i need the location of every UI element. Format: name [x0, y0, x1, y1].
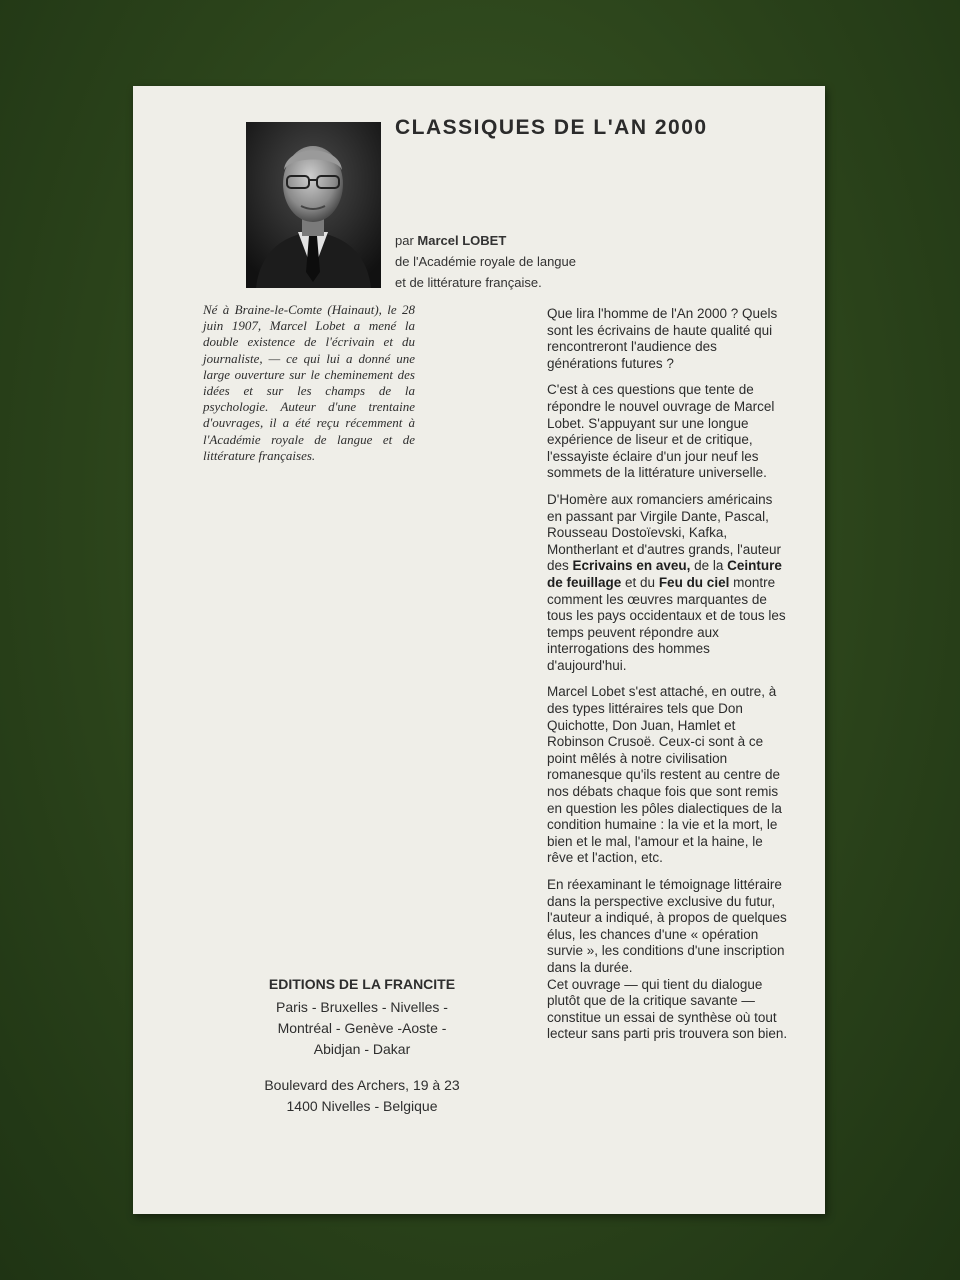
blurb-p3-text-d: et du [621, 574, 659, 590]
book-blurb [547, 306, 789, 1053]
publisher-address-line-2: 1400 Nivelles - Belgique [286, 1098, 438, 1114]
blurb-paragraph-1: Que lira l'homme de l'An 2000 ? Quels sont les écrivains de haute qualité qui rencontreront l'audience des générations futures ? [547, 306, 778, 371]
byline-prefix: par [395, 233, 418, 248]
author-byline [395, 230, 576, 293]
blurb-paragraph-5: En réexaminant le témoignage littéraire dans la perspective exclusive du futur, l'auteur a indiqué, à propos de quelques élus, les chances d'une « opération survie », les conditions d'une inscription dans la durée. [547, 877, 787, 975]
publisher-cities-line-1: Paris - Bruxelles - Nivelles - [276, 999, 448, 1015]
blurb-p3-text-e: montre comment les œuvres marquantes de tous les pays occidentaux et de tous les temps peuvent répondre aux interrogations des hommes d'aujourd'hui. [547, 574, 786, 673]
author-affiliation-line-2: et de littérature française. [395, 275, 542, 290]
blurb-title-ecrivains-en-aveu: Ecrivains en aveu, [572, 558, 691, 574]
publisher-address-line-1: Boulevard des Archers, 19 à 23 [264, 1077, 460, 1093]
blurb-title-feu-du-ciel: Feu du ciel [658, 574, 730, 590]
blurb-paragraph-4: Marcel Lobet s'est attaché, en outre, à des types littéraires tels que Don Quichotte, Don Juan, Hamlet et Robinson Crusoë. Ceux-ci sont à ce point mêlés à notre civilisation romanesque qu'ils restent au centre de nos débats chaque fois que sont remis en question les pôles dialectiques de la condition humaine : la vie et la mort, le bien et le mal, l'amour et la haine, le rêve et l'action, etc. [547, 684, 782, 866]
biography-text: Né à Braine-le-Comte (Hainaut), le 28 juin 1907, Marcel Lobet a mené la double existence de l'écrivain et du journaliste, — ce qui lui a donné une large ouverture sur le cheminement des idées et sur les champs de la psychologie. Auteur d'une trentaine d'ouvrages, il a été reçu récemment à l'Académie royale de langue et de littérature françaises. [203, 302, 415, 463]
author-affiliation-line-1: de l'Académie royale de langue [395, 254, 576, 269]
author-biography [203, 302, 415, 464]
blurb-paragraph-6: Cet ouvrage — qui tient du dialogue plutôt que de la critique savante — constitue un essai de synthèse où tout lecteur sans parti pris trouvera son bien. [547, 976, 788, 1042]
author-portrait-photo [246, 122, 381, 288]
book-title: CLASSIQUES DE L'AN 2000 [395, 116, 708, 139]
publisher-cities-line-2: Montréal - Genève -Aoste - [277, 1020, 447, 1036]
blurb-title-ceinture-de-feuillage: Ceinture de feuillage [547, 558, 782, 590]
author-name: Marcel LOBET [417, 233, 507, 248]
publisher-block [233, 974, 491, 1117]
publisher-cities-line-3: Abidjan - Dakar [313, 1041, 411, 1057]
blurb-p3-text-c: de la [690, 558, 728, 574]
blurb-p3-text-a: D'Homère aux romanciers américains en passant par Virgile Dante, Pascal, Rousseau Dostoïevski, Kafka, Montherlant et d'autres grands, l'auteur des [547, 491, 782, 574]
book-back-cover [133, 86, 825, 1214]
publisher-name: EDITIONS DE LA FRANCITE [268, 976, 456, 992]
blurb-paragraph-2: C'est à ces questions que tente de répondre le nouvel ouvrage de Marcel Lobet. S'appuyant sur une longue expérience de liseur et de critique, l'essayiste éclaire d'un jour neuf les sommets de la littérature universelle. [547, 382, 775, 481]
blurb-paragraph-3 [547, 492, 789, 675]
